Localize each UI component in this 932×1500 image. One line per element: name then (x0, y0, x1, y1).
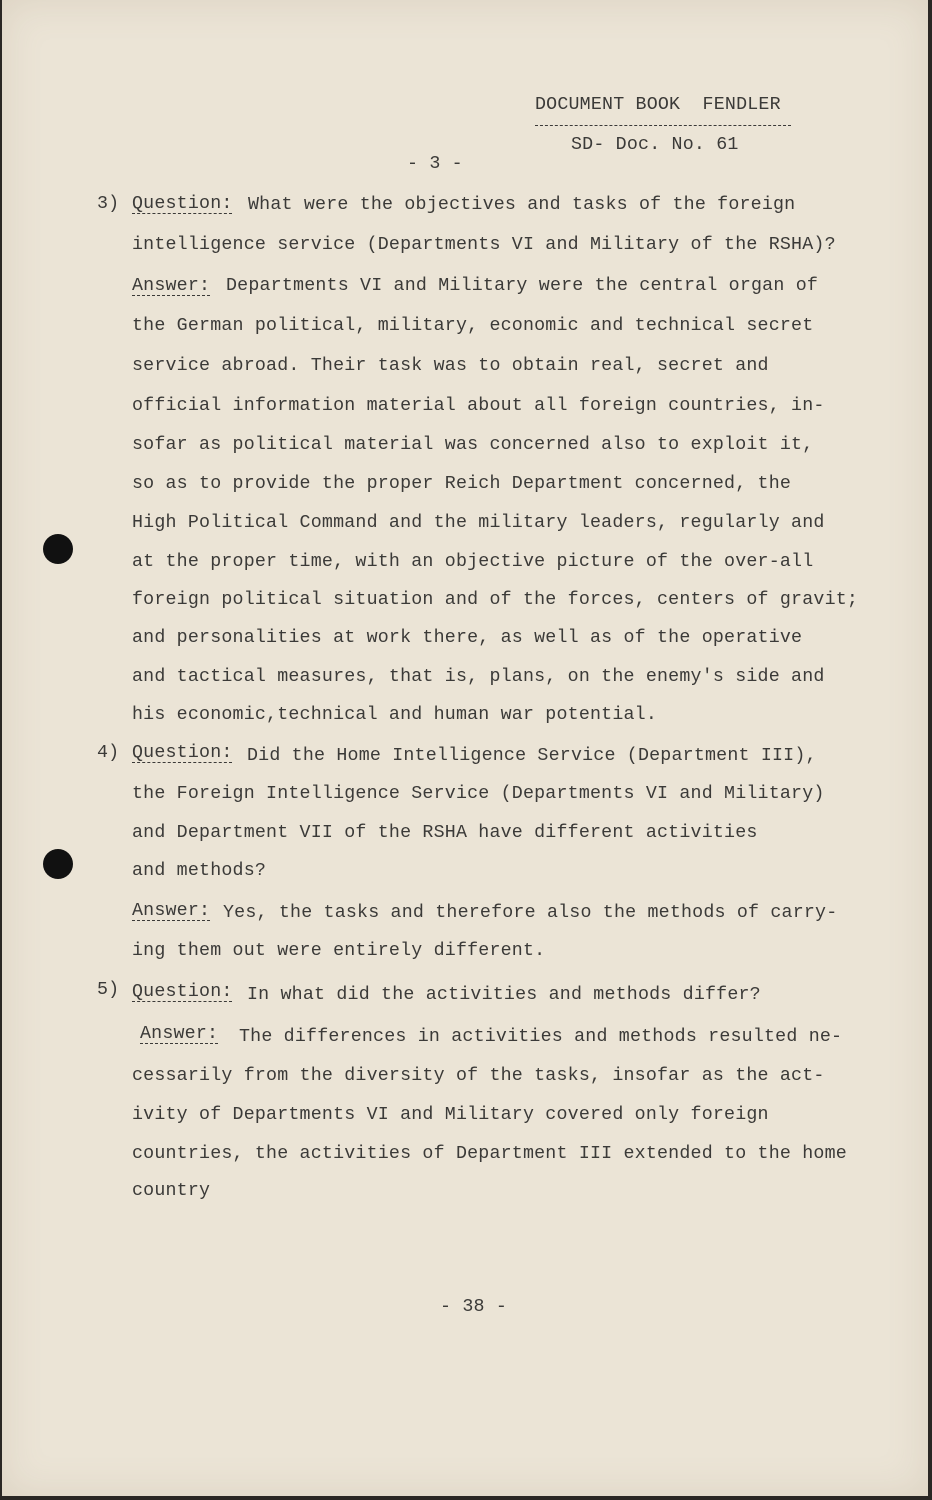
answer-label: Answer: (132, 901, 211, 921)
question-label: Question: (132, 194, 233, 214)
question-line: and methods? (132, 861, 267, 881)
answer-line: cessarily from the diversity of the tasks, insofar as the act- (132, 1066, 825, 1086)
answer-line: and tactical measures, that is, plans, on the enemy's side and (132, 667, 825, 687)
answer-line: High Political Command and the military leaders, regularly and (132, 513, 825, 533)
answer-label: Answer: (140, 1024, 219, 1044)
question-line: In what did the activities and methods differ? (247, 985, 761, 1005)
question-line: Did the Home Intelligence Service (Department III), (247, 746, 817, 766)
answer-line: at the proper time, with an objective picture of the over-all (132, 552, 814, 572)
answer-line: ivity of Departments VI and Military covered only foreign (132, 1105, 769, 1125)
punch-hole (43, 534, 73, 564)
answer-line: the German political, military, economic and technical secret (132, 316, 814, 336)
item-number: 3) (97, 194, 120, 214)
answer-line: his economic,technical and human war potential. (132, 705, 658, 725)
answer-line: The differences in activities and methods resulted ne- (239, 1027, 843, 1047)
punch-hole (43, 849, 73, 879)
answer-line: foreign political situation and of the forces, centers of gravit; (132, 590, 859, 610)
question-line: intelligence service (Departments VI and Military of the RSHA)? (132, 235, 836, 255)
page-marker: - 3 - (407, 154, 463, 174)
answer-line: Departments VI and Military were the central organ of (226, 276, 819, 296)
answer-line: countries, the activities of Department III extended to the home (132, 1144, 847, 1164)
page-number: - 38 - (440, 1297, 508, 1317)
question-label: Question: (132, 982, 233, 1002)
answer-line: country (132, 1181, 211, 1201)
item-number: 4) (97, 743, 120, 763)
question-line: What were the objectives and tasks of the foreign (248, 195, 796, 215)
answer-line: so as to provide the proper Reich Department concerned, the (132, 474, 792, 494)
answer-line: sofar as political material was concerned also to exploit it, (132, 435, 814, 455)
document-page (2, 0, 928, 1496)
answer-line: service abroad. Their task was to obtain real, secret and (132, 356, 769, 376)
header-rule (535, 125, 791, 126)
answer-line: and personalities at work there, as well as of the operative (132, 628, 803, 648)
question-label: Question: (132, 743, 233, 763)
answer-line: ing them out were entirely different. (132, 941, 546, 961)
question-line: the Foreign Intelligence Service (Departments VI and Military) (132, 784, 825, 804)
item-number: 5) (97, 980, 120, 1000)
answer-line: official information material about all foreign countries, in- (132, 396, 825, 416)
question-line: and Department VII of the RSHA have different activities (132, 823, 758, 843)
answer-line: Yes, the tasks and therefore also the methods of carry- (223, 903, 838, 923)
document-book-title: DOCUMENT BOOK FENDLER (535, 95, 781, 115)
answer-label: Answer: (132, 276, 211, 296)
document-number: SD- Doc. No. 61 (571, 135, 739, 155)
